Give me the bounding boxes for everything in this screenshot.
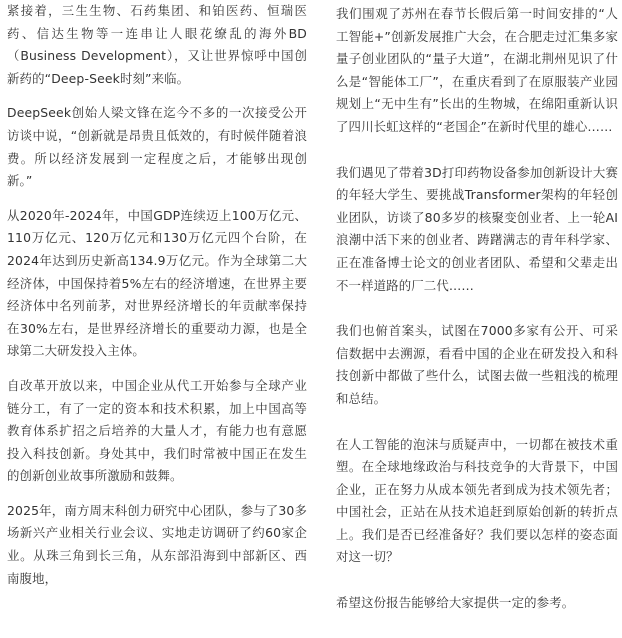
right-text-column xyxy=(336,0,618,638)
paragraph-ai-reshaping: 在人工智能的泡沫与质疑声中，一切都在被技术重塑。在全球地缘政治与科技竞争的大背景下，中国企业，正在努力从成本领先者到成为技术领先者；中国社会，正站在从技术追赶到原始创新的转折点上。我们是否已经准备好？我们要以怎样的姿态面对这一切？ xyxy=(336,436,618,565)
paragraph-gdp-growth: 从2020年-2024年，中国GDP连续迈上100万亿元、110万亿元、120万亿元和130万亿元四个台阶，在2024年达到历史新高134.9万亿元。作为全球第二大经济体，中国保持着5%左右的经济增速，在世界主要经济体中名列前茅，对世界经济增长的年贡献率保持在30%左右，是世界经济增长的重要动力源，也是全球第二大研发投入主体。 xyxy=(7,207,307,359)
paragraph-research-team: 2025年，南方周末科创力研究中心团队，参与了30多场新兴产业相关行业会议、实地走访调研了约60家企业。从珠三角到长三角，从东部沿海到中部新区、西南腹地， xyxy=(7,502,307,586)
paragraph-closing: 希望这份报告能够给大家提供一定的参考。 xyxy=(336,595,575,611)
paragraph-city-visits: 我们围观了苏州在春节长假后第一时间安排的“人工智能+”创新发展推广大会，在合肥走过汇集多家量子创业团队的“量子大道”，在湖北荆州见识了什么是“智能体工厂”，在重庆看到了在原服装产业园规划上“无中生有”长出的生物城，在绵阳重新认识了四川长虹这样的“老国企”在新时代里的雄心…… xyxy=(336,6,618,134)
left-text-column xyxy=(7,0,307,602)
paragraph-reform-opening: 自改革开放以来，中国企业从代工开始参与全球产业链分工，有了一定的资本和技术积累，加上中国高等教育体系扩招之后培养的大量人才，有能力也有意愿投入科技创新。身处其中，我们时常被中国正在发生的创新创业故事所激励和鼓舞。 xyxy=(7,377,307,484)
paragraph-deepseek-quote: DeepSeek创始人梁文锋在迄今不多的一次接受公开访谈中说，“创新就是昂贵且低效的，有时候伴随着浪费。所以经济发展到一定程度之后，才能够出现创新。” xyxy=(7,105,307,189)
paragraph-entrepreneurs-met: 我们遇见了带着3D打印药物设备参加创新设计大赛的年轻大学生、要挑战Transformer架构的年轻创业团队，访谈了80多岁的核聚变创业者、上一轮AI浪潮中活下来的创业者、踌躇满志的青年科学家、正在准备博士论文的创业者团队、希望和父辈走出不一样道路的厂二代…… xyxy=(336,164,618,293)
paragraph-data-analysis: 我们也俯首案头，试图在7000多家有公开、可采信数据中去溯源，看看中国的企业在研发投入和科技创新中都做了些什么，试图去做一些粗浅的梳理和总结。 xyxy=(336,323,618,406)
paragraph-overseas-bd: 紧接着，三生生物、石药集团、和铂医药、恒瑞医药、信达生物等一连串让人眼花缭乱的海外BD（Business Development），又让世界惊呼中国创新药的“Deep-Seek时刻”来临。 xyxy=(7,3,307,86)
